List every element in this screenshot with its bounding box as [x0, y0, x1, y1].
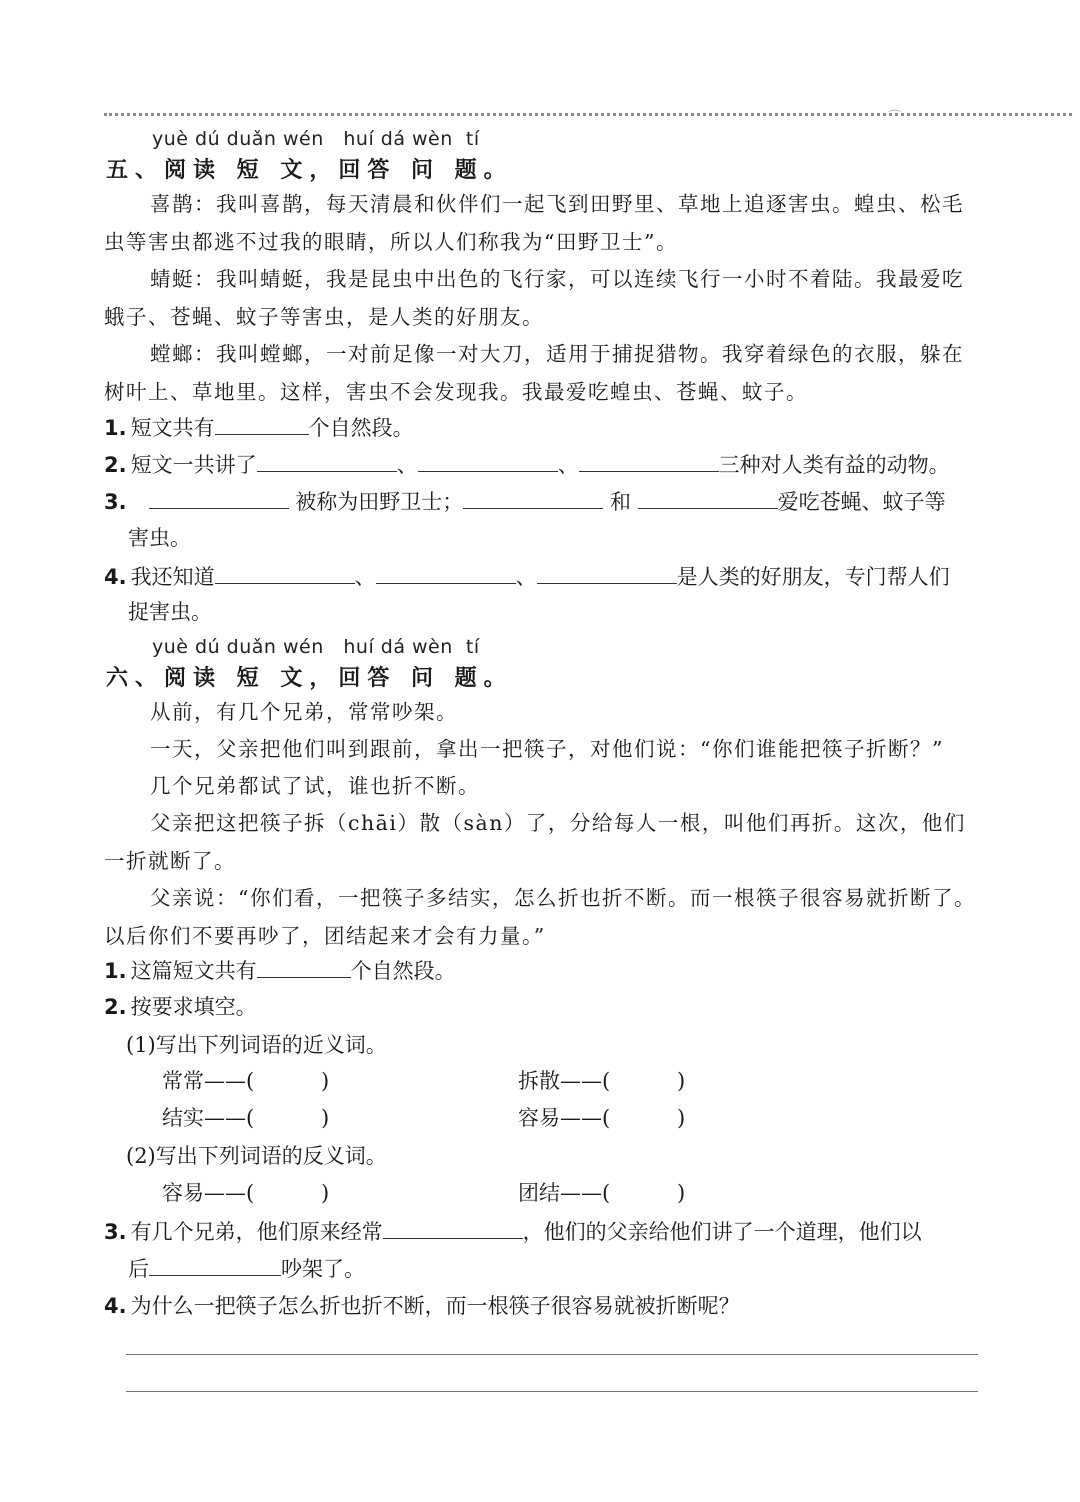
- antonym-instruction: (2)写出下列词语的反义词。: [126, 1144, 387, 1168]
- sec6-para-2: 一天，父亲把他们叫到跟前，拿出一把筷子，对他们说：“你们谁能把筷子折断？”: [150, 737, 944, 761]
- answer-blank[interactable]: [215, 412, 309, 435]
- sec6-para-3: 几个兄弟都试了试，谁也折不断。: [150, 774, 480, 798]
- answer-writing-line-2[interactable]: [126, 1391, 978, 1392]
- answer-blank[interactable]: [149, 1253, 281, 1276]
- antonym-pair-2[interactable]: 团结——( ): [518, 1181, 686, 1205]
- sec6-para-1: 从前，有几个兄弟，常常吵架。: [150, 700, 458, 724]
- sec5-pinyin: yuè dú duǎn wén huí dá wèn tí: [152, 128, 480, 150]
- sec5-question-4: 4. 我还知道 、 、 是人类的好朋友，专门帮人们: [104, 561, 950, 592]
- answer-writing-line-1[interactable]: [126, 1354, 978, 1355]
- sec6-question-1: 1. 这篇短文共有 个自然段。: [104, 955, 456, 986]
- answer-blank[interactable]: [257, 449, 397, 472]
- sec6-para-5: 父亲说：“你们看，一把筷子多结实，怎么折也折不断。而一根筷子很容易就折断了。以后你们不要再吵了，团结起来才会有力量。”: [104, 886, 976, 948]
- answer-blank[interactable]: [463, 486, 603, 509]
- answer-blank[interactable]: [537, 561, 677, 584]
- sec6-pinyin: yuè dú duǎn wén huí dá wèn tí: [152, 636, 480, 658]
- answer-blank[interactable]: [215, 561, 355, 584]
- sec5-question-3-continued: 害虫。: [128, 526, 191, 550]
- answer-blank[interactable]: [376, 561, 516, 584]
- sec5-question-3: 3. 被称为田野卫士； 和 爱吃苍蝇、蚊子等: [104, 486, 946, 517]
- answer-blank[interactable]: [383, 1216, 523, 1239]
- synonym-pair-4[interactable]: 容易——( ): [518, 1106, 686, 1130]
- top-dotted-divider: [104, 113, 1072, 116]
- sec5-title: 五、阅读 短 文，回答 问 题。: [106, 158, 513, 183]
- sec6-question-3-continued: 后 吵架了。: [128, 1253, 365, 1284]
- sec5-para-1: 喜鹊：我叫喜鹊，每天清晨和伙伴们一起飞到田野里、草地上追逐害虫。蝗虫、松毛虫等害虫都逃不过我的眼睛，所以人们称我为“田野卫士”。: [104, 192, 964, 254]
- answer-blank[interactable]: [257, 955, 351, 978]
- synonym-pair-1[interactable]: 常常——( ): [162, 1069, 330, 1093]
- answer-blank[interactable]: [149, 486, 289, 509]
- antonym-pair-1[interactable]: 容易——( ): [162, 1181, 330, 1205]
- sec6-title: 六、阅读 短 文，回答 问 题。: [106, 666, 513, 691]
- synonym-pair-2[interactable]: 拆散——( ): [518, 1069, 686, 1093]
- answer-blank[interactable]: [418, 449, 558, 472]
- sec5-question-1: 1. 短文共有 个自然段。: [104, 412, 414, 443]
- sec5-question-2: 2. 短文一共讲了 、 、 三种对人类有益的动物。: [104, 449, 950, 480]
- sec6-question-3: 3. 有几个兄弟，他们原来经常 ，他们的父亲给他们讲了一个道理，他们以: [104, 1216, 922, 1247]
- answer-blank[interactable]: [638, 486, 778, 509]
- sec6-question-4: 4. 为什么一把筷子怎么折也折不断，而一根筷子很容易就被折断呢？: [104, 1294, 740, 1318]
- synonym-pair-3[interactable]: 结实——( ): [162, 1106, 330, 1130]
- sec6-para-4: 父亲把这把筷子拆（chāi）散（sàn）了，分给每人一根，叫他们再折。这次，他们一折就断了。: [104, 811, 966, 873]
- sec6-question-2: 2. 按要求填空。: [104, 995, 257, 1019]
- synonym-instruction: (1)写出下列词语的近义词。: [126, 1033, 387, 1057]
- page-corner-ornament: ⌒: [888, 110, 902, 125]
- sec5-para-2: 蜻蜓：我叫蜻蜓，我是昆虫中出色的飞行家，可以连续飞行一小时不着陆。我最爱吃蛾子、苍蝇、蚊子等害虫，是人类的好朋友。: [104, 267, 964, 329]
- sec5-question-4-continued: 捉害虫。: [128, 600, 212, 624]
- answer-blank[interactable]: [579, 449, 719, 472]
- sec5-para-3: 螳螂：我叫螳螂，一对前足像一对大刀，适用于捕捉猎物。我穿着绿色的衣服，躲在树叶上、草地里。这样，害虫不会发现我。我最爱吃蝗虫、苍蝇、蚊子。: [104, 342, 964, 404]
